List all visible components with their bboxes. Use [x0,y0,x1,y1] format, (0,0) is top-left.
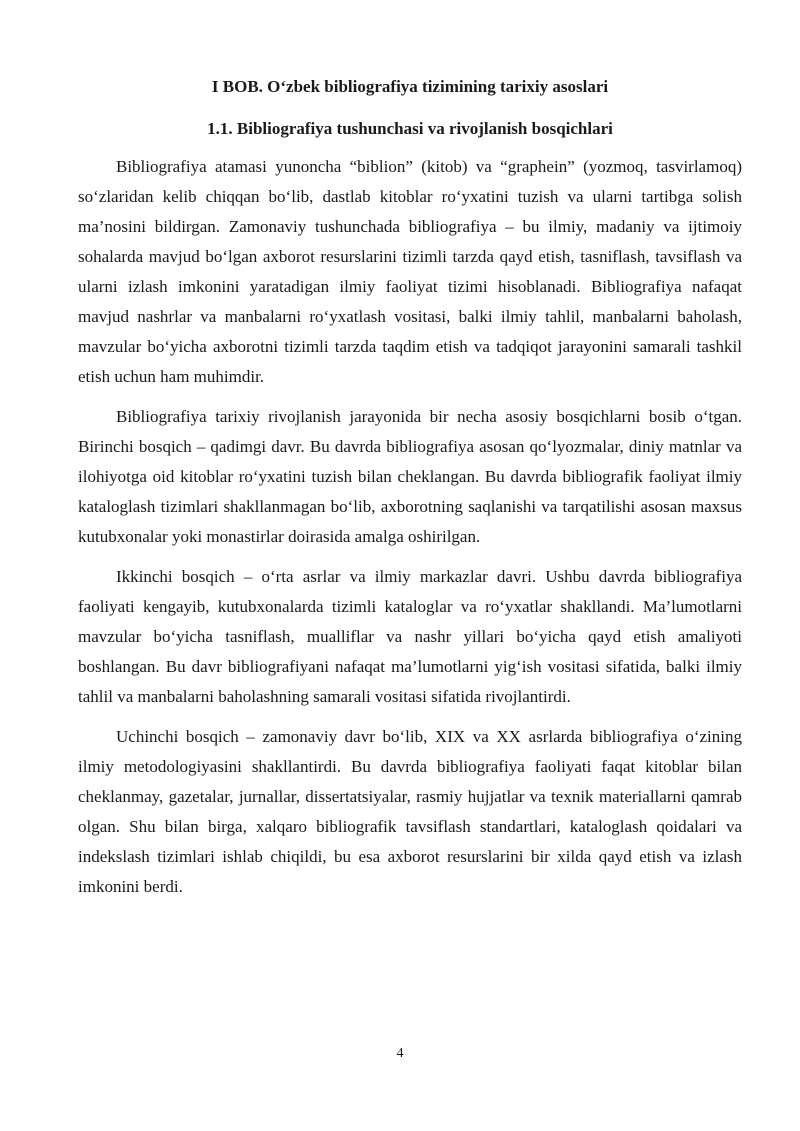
paragraph-4: Uchinchi bosqich – zamonaviy davr bo‘lib, XIX va XX asrlarda bibliografiya o‘zining ilmiy metodologiyasini shakllantirdi. Bu davrda bibliografiya faoliyati faqat kitoblar bilan cheklanmay, gazetalar, jurnallar, dissertatsiyalar, rasmiy hujjatlar va texnik materiallarni qamrab olgan. Shu bilan birga, xalqaro bibliografik tavsiflash standartlari, kataloglash qoidalari va indekslash tizimlari ishlab chiqildi, bu esa axborot resurslarini bir xilda qayd etish va izlash imkonini berdi. [78,727,742,896]
section-title: 1.1. Bibliografiya tushunchasi va rivojlanish bosqichlari [207,119,613,138]
paragraph-1: Bibliografiya atamasi yunoncha “biblion” (kitob) va “graphein” (yozmoq, tasvirlamoq) so‘zlaridan kelib chiqqan bo‘lib, dastlab kitoblar ro‘yxatini tuzish va ularni tartibga solish ma’nosini bildirgan. Zamonaviy tushunchada bibliografiya – bu ilmiy, madaniy va ijtimoiy sohalarda mavjud bo‘lgan axborot resurslarini tizimli tarzda qayd etish, tasniflash, tavsiflash va ularni izlash imkonini yaratadigan ilmiy faoliyat tizimi hisoblanadi. Bibliografiya nafaqat mavjud nashrlar va manbalarni ro‘yxatlash vositasi, balki ilmiy tahlil, manbalarni baholash, mavzular bo‘yicha axborotni tizimli tarzda taqdim etish va tadqiqot jarayonini samarali tashkil etish uchun ham muhimdir. [78,157,742,386]
paragraph-3: Ikkinchi bosqich – o‘rta asrlar va ilmiy markazlar davri. Ushbu davrda bibliografiya faoliyati kengayib, kutubxonalarda tizimli kataloglar va ro‘yxatlar shakllandi. Ma’lumotlarni mavzular bo‘yicha tasniflash, mualliflar va nashr yillari bo‘yicha qayd etish amaliyoti boshlangan. Bu davr bibliografiyani nafaqat ma’lumotlarni yig‘ish vositasi sifatida, balki ilmiy tahlil va manbalarni baholashning samarali vositasi sifatida rivojlantirdi. [78,567,742,706]
page-content [78,74,742,912]
chapter-title: I BOB. O‘zbek bibliografiya tizimining tarixiy asoslari [211,77,609,96]
paragraph-2: Bibliografiya tarixiy rivojlanish jarayonida bir necha asosiy bosqichlarni bosib o‘tgan. Birinchi bosqich – qadimgi davr. Bu davrda bibliografiya asosan qo‘lyozmalar, diniy matnlar va ilohiyotga oid kitoblar ro‘yxatini tuzish bilan cheklangan. Bu davrda bibliografik faoliyat ilmiy kataloglash tizimlari shakllanmagan bo‘lib, axborotning saqlanishi va tarqatilishi asosan maxsus kutubxonalar yoki monastirlar doirasida amalga oshirilgan. [78,407,742,546]
page-number: 4 [396,1046,404,1061]
